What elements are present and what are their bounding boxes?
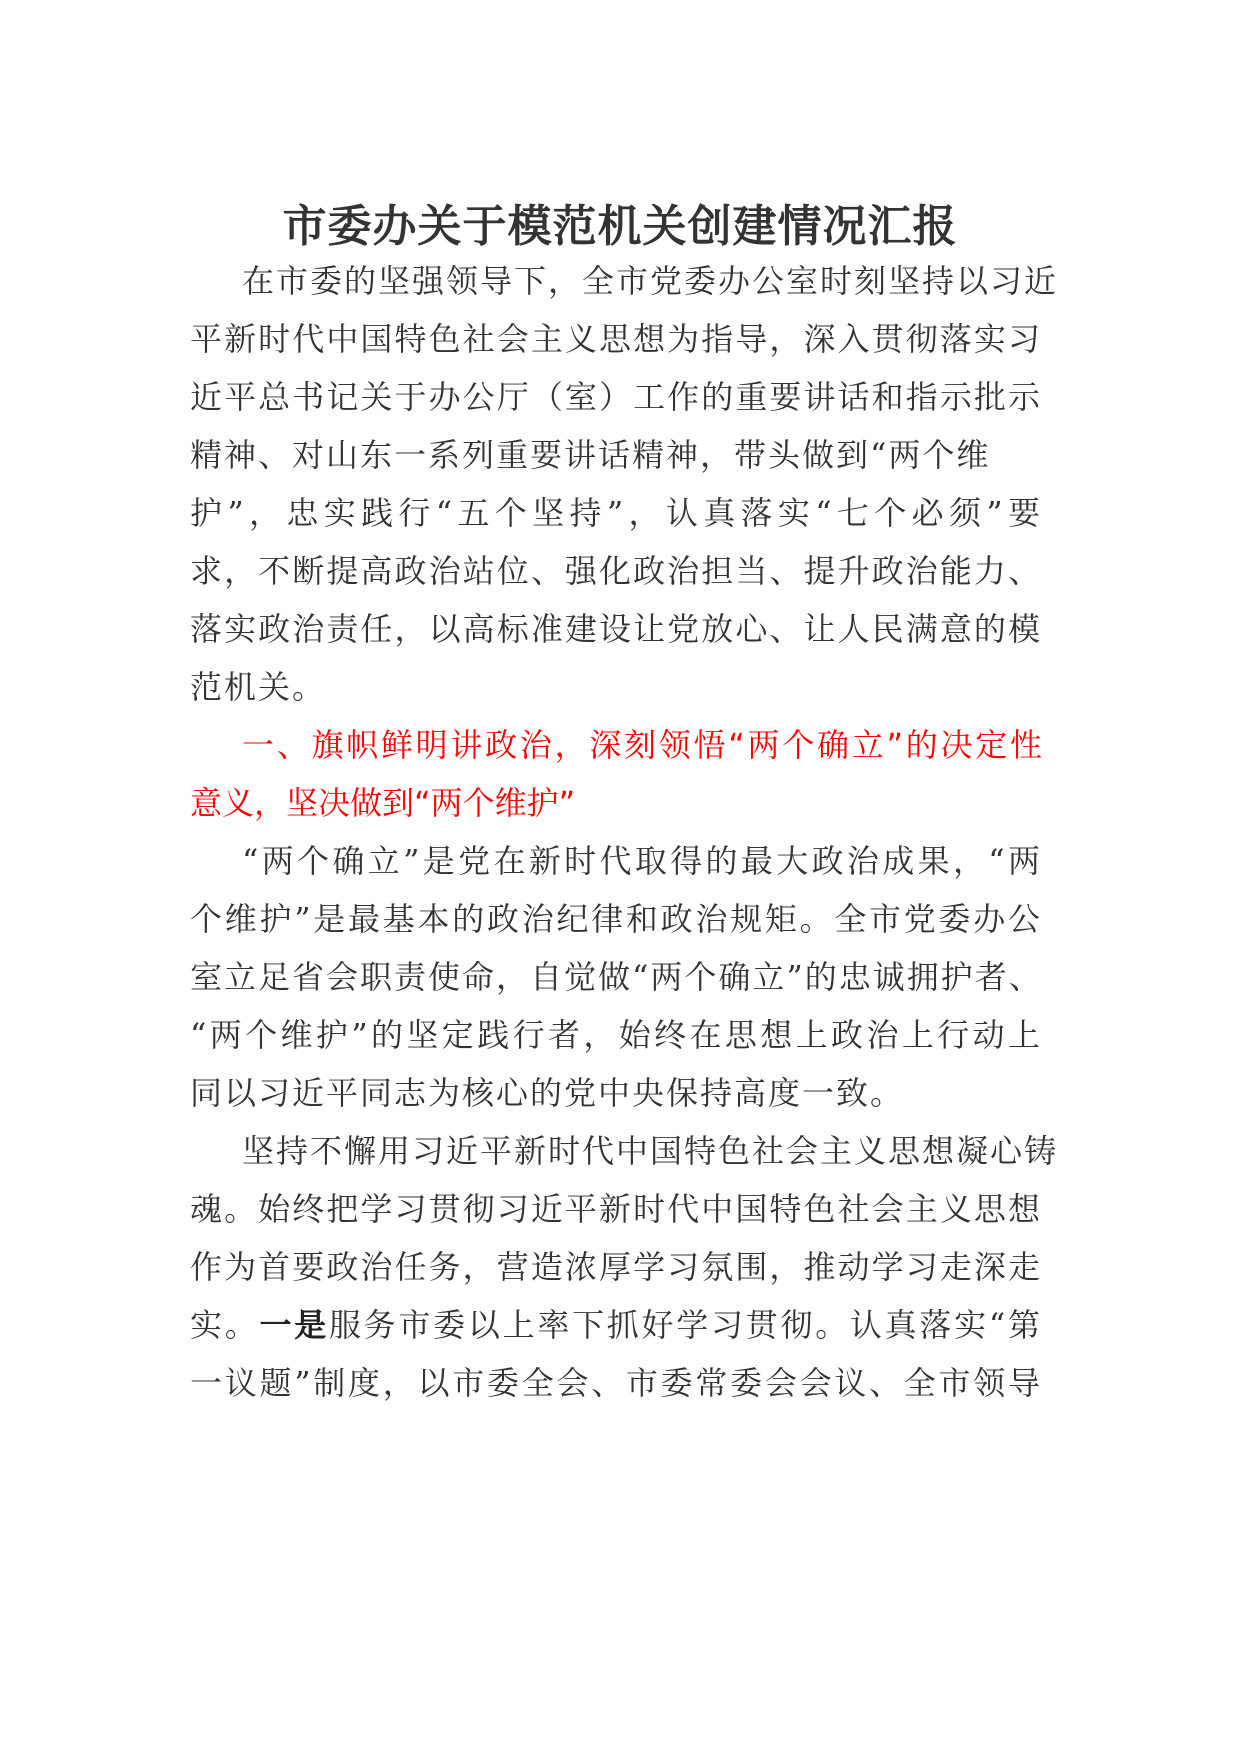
text-segment: 服务市委以上率下抓好学习贯彻。认真落实“第 <box>328 1306 1042 1344</box>
heading-line: 意义，坚决做到“两个维护” <box>190 784 576 822</box>
text-line: 落实政治责任，以高标准建设让党放心、让人民满意的模 <box>190 610 1042 648</box>
heading-line: 一、旗帜鲜明讲政治，深刻领悟“两个确立”的决定性 <box>242 726 1042 764</box>
text-line: 同以习近平同志为核心的党中央保持高度一致。 <box>190 1074 905 1112</box>
text-line: 近平总书记关于办公厅（室）工作的重要讲话和指示批示 <box>190 378 1042 416</box>
text-line: 室立足省会职责使命，自觉做“两个确立”的忠诚拥护者、 <box>190 958 1043 996</box>
text-line <box>190 1305 1042 1345</box>
text-line: “两个确立”是党在新时代取得的最大政治成果，“两 <box>242 842 1042 880</box>
text-line: 魂。始终把学习贯彻习近平新时代中国特色社会主义思想 <box>190 1190 1042 1228</box>
text-line: 在市委的坚强领导下，全市党委办公室时刻坚持以习近 <box>242 262 1059 300</box>
text-line: 范机关。 <box>190 668 327 706</box>
text-line: 坚持不懈用习近平新时代中国特色社会主义思想凝心铸 <box>242 1132 1059 1170</box>
text-line: 个维护”是最基本的政治纪律和政治规矩。全市党委办公 <box>190 900 1042 938</box>
text-line: 精神、对山东一系列重要讲话精神，带头做到“两个维 <box>190 436 991 474</box>
text-line: 平新时代中国特色社会主义思想为指导，深入贯彻落实习 <box>190 320 1042 358</box>
text-line: 作为首要政治任务，营造浓厚学习氛围，推动学习走深走 <box>190 1248 1042 1286</box>
text-line: 一议题”制度，以市委全会、市委常委会会议、全市领导 <box>190 1364 1042 1402</box>
text-line: 护”，忠实践行“五个坚持”，认真落实“七个必须”要 <box>190 494 1042 532</box>
bold-lead: 一是 <box>259 1306 329 1344</box>
text-segment: 实。 <box>190 1306 260 1344</box>
text-line: “两个维护”的坚定践行者，始终在思想上政治上行动上 <box>190 1016 1042 1054</box>
document-title: 市委办关于模范机关创建情况汇报 <box>282 201 958 252</box>
text-line: 求，不断提高政治站位、强化政治担当、提升政治能力、 <box>190 552 1042 590</box>
